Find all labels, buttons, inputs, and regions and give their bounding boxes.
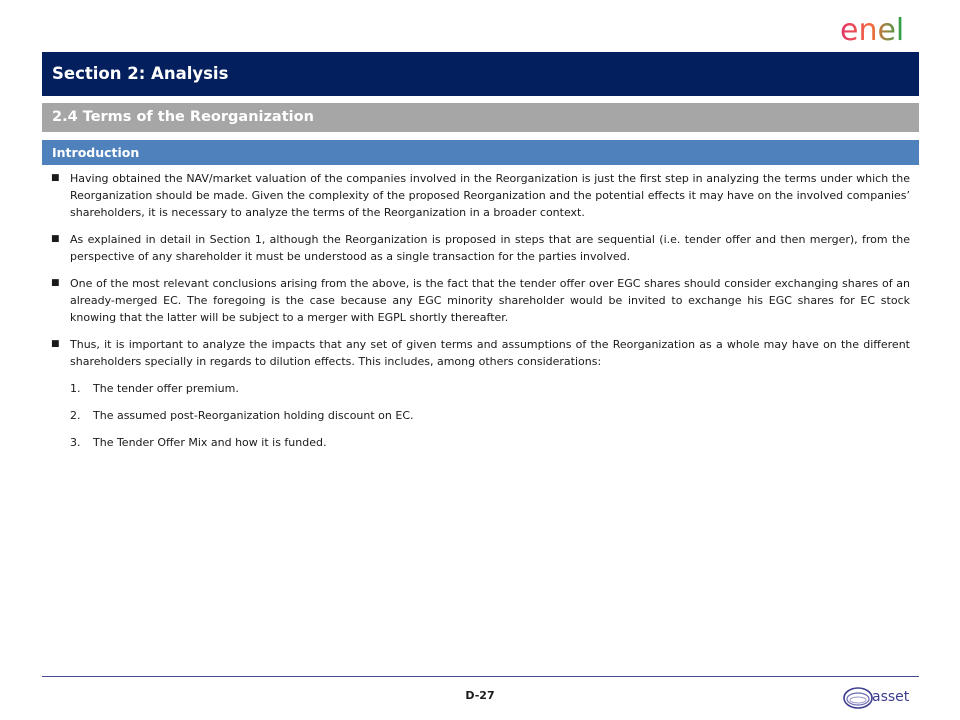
bullet-icon: ■ xyxy=(51,278,60,288)
consideration-number: 3. xyxy=(70,436,81,449)
consideration-number: 2. xyxy=(70,409,81,422)
bullet-icon: ■ xyxy=(51,234,60,244)
consideration-item xyxy=(42,407,910,424)
enel-logo xyxy=(840,12,918,44)
page-number: D-27 xyxy=(465,689,495,702)
footer-divider xyxy=(42,676,919,677)
consideration-item xyxy=(42,434,910,451)
section-title: Section 2: Analysis xyxy=(42,52,919,96)
consideration-item xyxy=(42,380,910,397)
bullet-text: Thus, it is important to analyze the impacts that any set of given terms and assumptions of the Reorganization as a whole may have on the different shareholders specially in regards to dilution effects. This includes, among others considerations: xyxy=(70,338,910,368)
asset-logo xyxy=(842,682,916,712)
bullet-text: As explained in detail in Section 1, although the Reorganization is proposed in steps that are sequential (i.e. tender offer and then merger), from the perspective of any shareholder it must be understood as a single transaction for the parties involved. xyxy=(70,233,910,263)
consideration-text: The assumed post-Reorganization holding discount on EC. xyxy=(93,409,414,422)
consideration-number: 1. xyxy=(70,382,81,395)
body-content xyxy=(42,170,910,451)
bullet-item xyxy=(42,275,910,326)
bullet-icon: ■ xyxy=(51,339,60,349)
bullet-icon: ■ xyxy=(51,173,60,183)
consideration-text: The tender offer premium. xyxy=(93,382,239,395)
intro-heading: Introduction xyxy=(42,140,919,165)
bullet-item xyxy=(42,170,910,221)
svg-text:enel: enel xyxy=(840,13,905,44)
subsection-title: 2.4 Terms of the Reorganization xyxy=(42,103,919,132)
consideration-text: The Tender Offer Mix and how it is funded. xyxy=(93,436,327,449)
svg-text:asset: asset xyxy=(872,689,910,705)
bullet-text: Having obtained the NAV/market valuation of the companies involved in the Reorganization is just the first step in analyzing the terms under which the Reorganization should be made. Given the complexity of the proposed Reorganization and the potential effects it may have on the involved companies’ shareholders, it is necessary to analyze the terms of the Reorganization in a broader context. xyxy=(70,172,910,219)
bullet-item xyxy=(42,336,910,370)
bullet-item xyxy=(42,231,910,265)
bullet-text: One of the most relevant conclusions arising from the above, is the fact that the tender offer over EGC shares should consider exchanging shares of an already-merged EC. The foregoing is the case because any EGC minority shareholder would be invited to exchange his EGC shares for EC stock knowing that the latter will be subject to a merger with EGPL shortly thereafter. xyxy=(70,277,910,324)
